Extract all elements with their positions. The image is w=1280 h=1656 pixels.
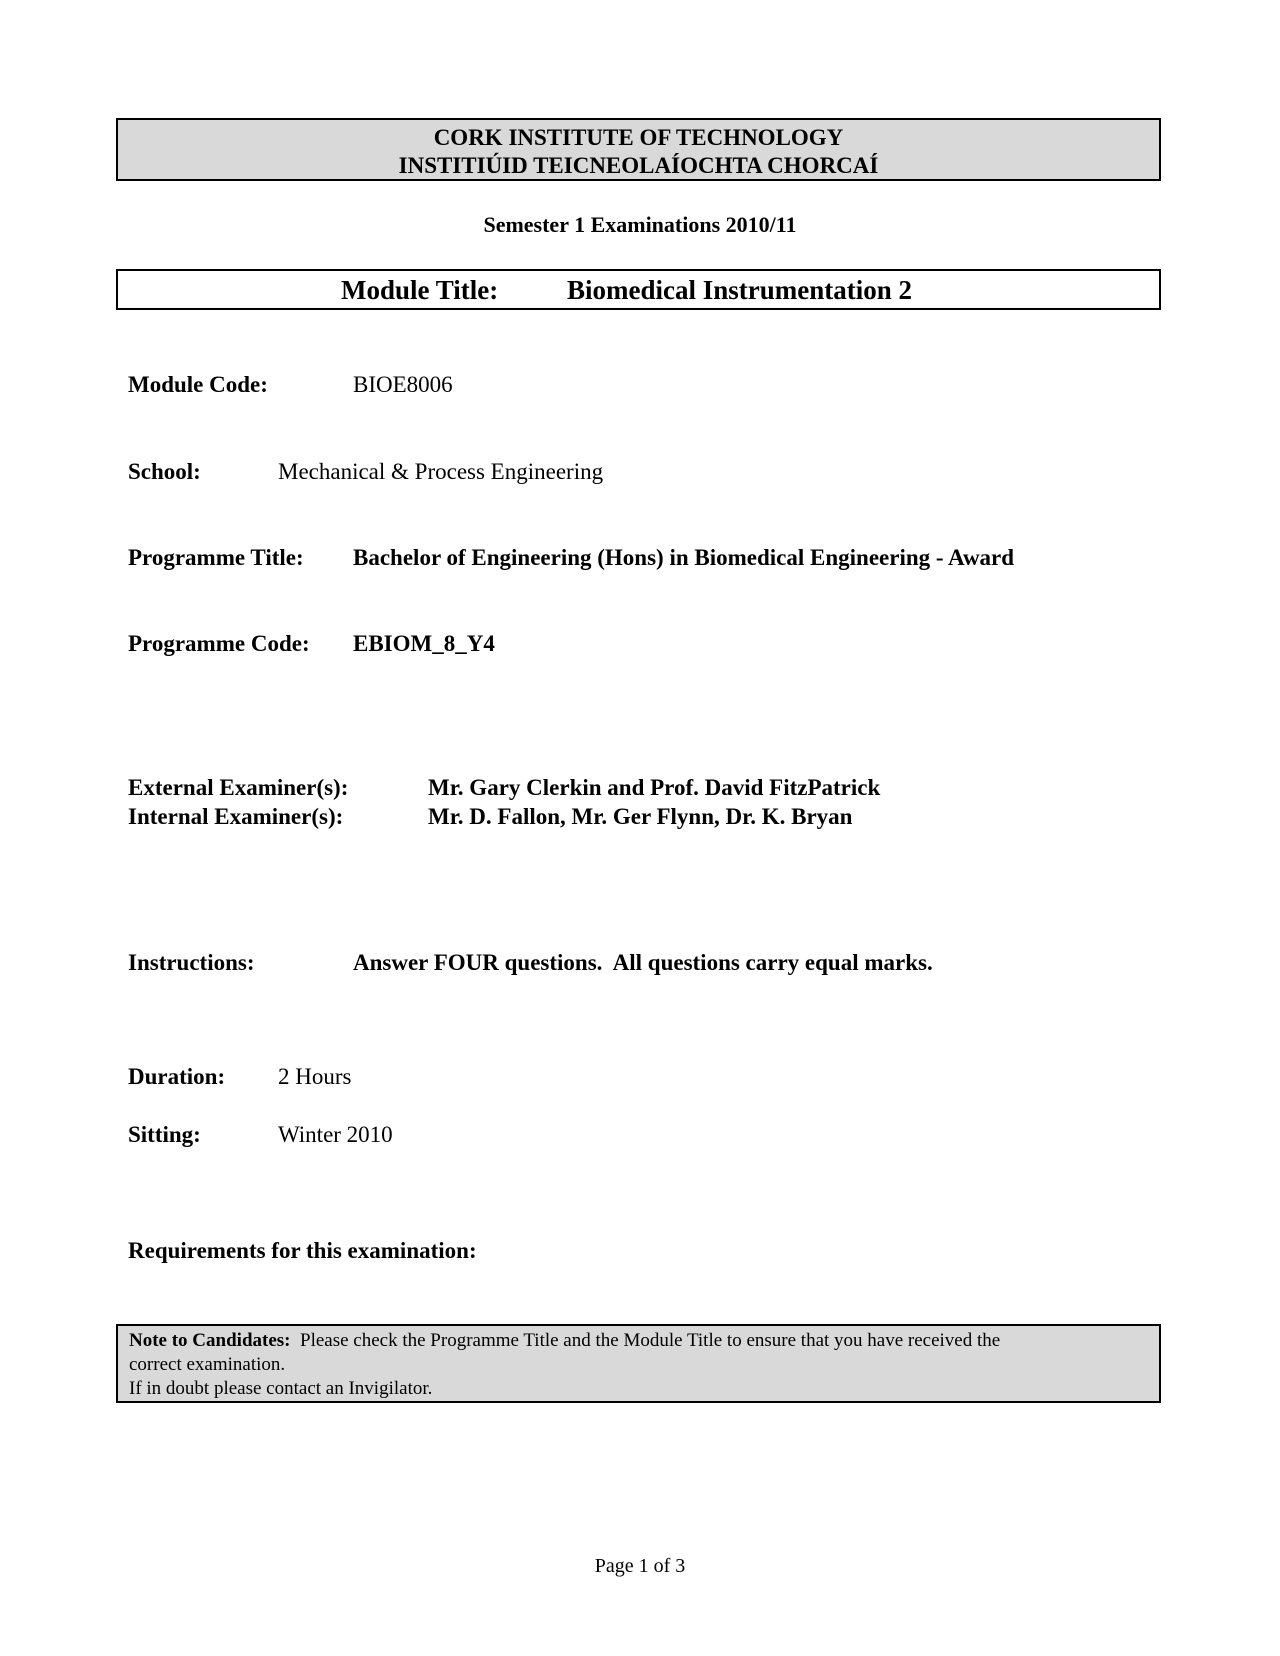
page-number: Page 1 of 3 [594,1555,686,1577]
module-title-value: Biomedical Instrumentation 2 [567,275,913,305]
institution-name-english: CORK INSTITUTE OF TECHNOLOGY [433,125,844,150]
module-title-box [116,269,1161,310]
note-label: Note to Candidates: [129,1330,291,1351]
programme-title-label: Programme Title: [128,545,304,570]
note-text-line-1: Please check the Programme Title and the Module Title to ensure that you have received the [300,1330,1001,1351]
sitting-value: Winter 2010 [278,1122,393,1147]
note-to-candidates-box [116,1324,1161,1403]
external-examiners-value: Mr. Gary Clerkin and Prof. David FitzPatrick [428,775,881,800]
note-text-line-3: If in doubt please contact an Invigilator. [129,1378,433,1399]
duration-label: Duration: [128,1064,226,1089]
institution-name-irish: INSTITIÚID TEICNEOLAÍOCHTA CHORCAÍ [398,153,879,178]
duration-value: 2 Hours [278,1064,352,1089]
programme-code-value: EBIOM_8_Y4 [353,631,495,656]
module-title-label: Module Title: [341,275,499,305]
programme-title-value: Bachelor of Engineering (Hons) in Biomedical Engineering - Award [353,545,1015,570]
sitting-label: Sitting: [128,1122,201,1147]
school-label: School: [128,459,201,484]
instructions-value: Answer FOUR questions. All questions carry equal marks. [353,950,933,975]
requirements-label: Requirements for this examination: [128,1238,477,1263]
instructions-label: Instructions: [128,950,255,975]
note-text-line-2: correct examination. [129,1354,286,1375]
module-code-value: BIOE8006 [353,372,453,397]
module-code-label: Module Code: [128,372,268,397]
school-value: Mechanical & Process Engineering [278,459,604,484]
internal-examiners-label: Internal Examiner(s): [128,804,344,829]
programme-code-label: Programme Code: [128,631,310,656]
institution-header [116,118,1161,181]
semester-heading: Semester 1 Examinations 2010/11 [483,212,797,237]
external-examiners-label: External Examiner(s): [128,775,349,800]
internal-examiners-value: Mr. D. Fallon, Mr. Ger Flynn, Dr. K. Bryan [428,804,853,829]
note-line-1 [129,1329,1159,1353]
